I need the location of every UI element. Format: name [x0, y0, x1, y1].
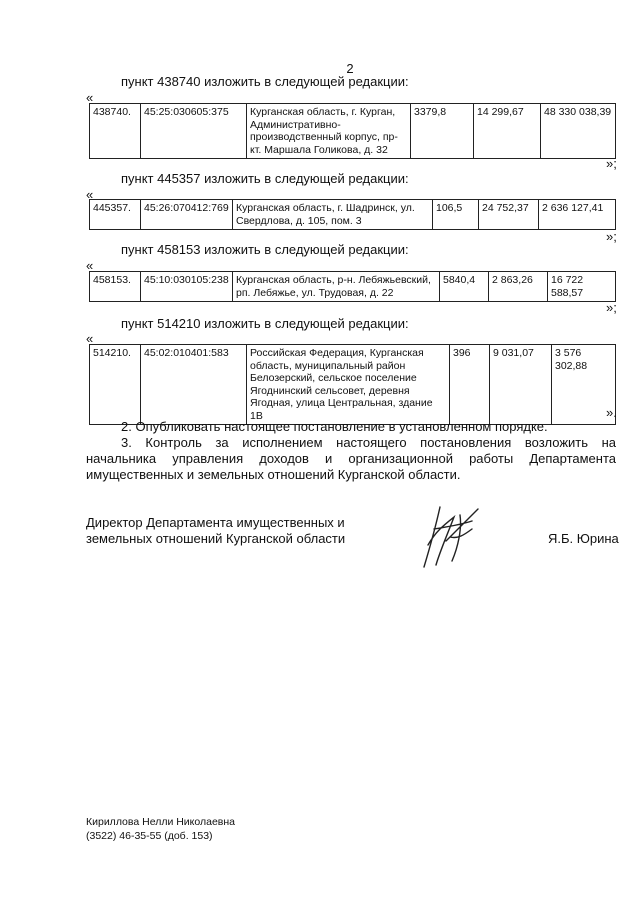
record-table-445357	[89, 199, 616, 230]
record-table-438740	[89, 103, 616, 159]
cell-address: Российская Федерация, Курганская область, муниципальный район Белозерский, сельское поселение Ягоднинский сельсовет, деревня Ягодная, улица Центральная, здание 1В	[247, 345, 450, 425]
cell-number: 514210.	[90, 345, 141, 425]
signatory-position-line1: Директор Департамента имущественных и	[86, 515, 345, 530]
cell-area: 3379,8	[411, 104, 474, 159]
cell-rate: 2 863,26	[489, 272, 548, 302]
signatory-position-line2: земельных отношений Курганской области	[86, 531, 346, 546]
open-quote: «	[86, 187, 94, 202]
executor-info	[86, 815, 235, 843]
cell-address: Курганская область, г. Курган, Административно-производственный корпус, пр-кт. Маршала Голикова, д. 32	[247, 104, 411, 159]
cell-number: 458153.	[90, 272, 141, 302]
cell-address: Курганская область, г. Шадринск, ул. Свердлова, д. 105, пом. 3	[233, 200, 433, 230]
cell-cadastral: 45:02:010401:583	[141, 345, 247, 425]
table-row	[90, 104, 616, 159]
cell-number: 445357.	[90, 200, 141, 230]
cell-area: 396	[450, 345, 490, 425]
close-quote: ».	[606, 405, 617, 420]
open-quote: «	[86, 258, 94, 273]
paragraph-publish: 2. Опубликовать настоящее постановление в установленном порядке.	[121, 419, 548, 434]
close-quote: »;	[606, 300, 617, 315]
cell-area: 5840,4	[440, 272, 489, 302]
amendment-intro-514210: пункт 514210 изложить в следующей редакции:	[121, 316, 409, 331]
cell-value: 16 722 588,57	[548, 272, 616, 302]
cell-address: Курганская область, р-н. Лебяжьевский, рп. Лебяжье, ул. Трудовая, д. 22	[233, 272, 440, 302]
signatory-position	[86, 515, 345, 547]
cell-value: 3 576 302,88	[552, 345, 616, 425]
record-table-514210	[89, 344, 616, 425]
signatory-name: Я.Б. Юрина	[548, 531, 619, 546]
handwritten-signature	[410, 495, 490, 575]
paragraph-control: 3. Контроль за исполнением настоящего постановления возложить на начальника управления доходов и организационной работы Департамента имущественных и земельных отношений Курганской области.	[86, 435, 616, 482]
open-quote: «	[86, 90, 94, 105]
table-row	[90, 272, 616, 302]
cell-value: 48 330 038,39	[541, 104, 616, 159]
record-table-458153	[89, 271, 616, 302]
cell-number: 438740.	[90, 104, 141, 159]
amendment-intro-458153: пункт 458153 изложить в следующей редакции:	[121, 242, 409, 257]
cell-value: 2 636 127,41	[539, 200, 616, 230]
cell-cadastral: 45:26:070412:769	[141, 200, 233, 230]
amendment-intro-438740: пункт 438740 изложить в следующей редакции:	[121, 74, 409, 89]
cell-rate: 24 752,37	[479, 200, 539, 230]
close-quote: »;	[606, 229, 617, 244]
executor-name: Кириллова Нелли Николаевна	[86, 816, 236, 828]
amendment-intro-445357: пункт 445357 изложить в следующей редакции:	[121, 171, 409, 186]
close-quote: »;	[606, 156, 617, 171]
cell-area: 106,5	[433, 200, 479, 230]
page-number: 2	[346, 61, 354, 76]
cell-rate: 14 299,67	[474, 104, 541, 159]
table-row	[90, 345, 616, 425]
cell-cadastral: 45:25:030605:375	[141, 104, 247, 159]
table-row	[90, 200, 616, 230]
open-quote: «	[86, 331, 94, 346]
cell-cadastral: 45:10:030105:238	[141, 272, 233, 302]
executor-phone: (3522) 46-35-55 (доб. 153)	[86, 830, 213, 842]
cell-rate: 9 031,07	[490, 345, 552, 425]
